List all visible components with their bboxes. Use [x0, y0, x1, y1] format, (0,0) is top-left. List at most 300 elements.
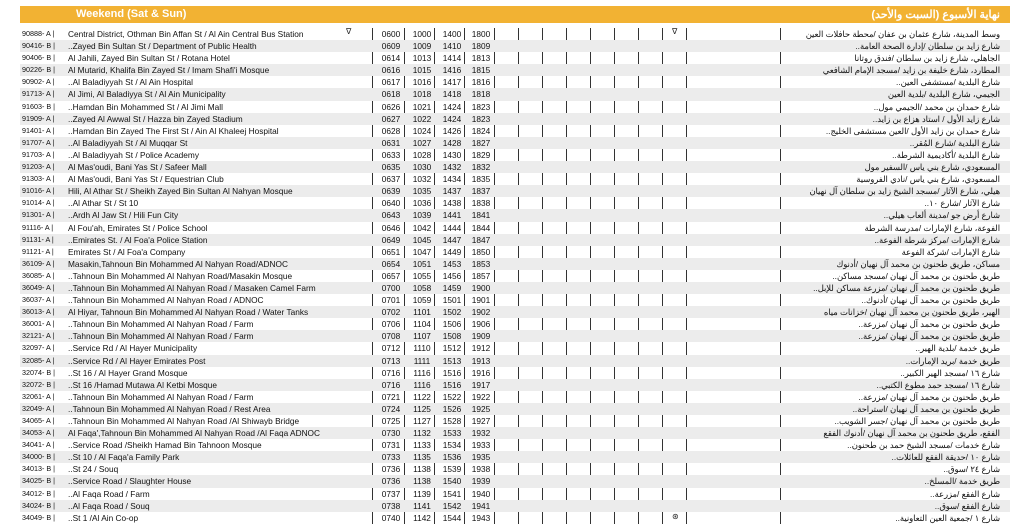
departure-time: 1444 [442, 222, 462, 233]
stop-code: 91713- A | [22, 89, 55, 99]
start-marker-icon: ∇ [346, 27, 352, 36]
departure-time: 1829 [471, 149, 491, 160]
table-row [20, 403, 1010, 415]
stop-name-en: ..Tahnoun Bin Mohammed Al Nahyan Road /Al Shiwayb Bridge [68, 416, 300, 426]
departure-time: 1916 [471, 367, 491, 378]
stop-name-en: Al Hiyar, Tahnoun Bin Mohammed Al Nahyan Road / Water Tanks [68, 307, 309, 318]
departure-time: 0738 [381, 500, 401, 511]
stop-name-ar: وسط المدينة، شارع عثمان بن عفان /محطة حافلات العين [805, 29, 1000, 39]
departure-time: 1536 [442, 452, 462, 463]
departure-time: 0633 [381, 149, 401, 160]
stop-name-en: Al Jimi, Al Baladiyya St / Al Ain Municipality [68, 89, 226, 100]
table-row [20, 355, 1010, 367]
table-row [20, 427, 1010, 439]
departure-time: 1410 [442, 41, 462, 52]
departure-time: 1042 [412, 222, 432, 233]
departure-time: 1516 [442, 367, 462, 378]
stop-code: 90226- B | [22, 65, 56, 75]
stop-code: 34065- A | [22, 416, 55, 425]
stop-code: 91301- A | [22, 210, 55, 220]
departure-time: 1816 [471, 77, 491, 88]
stop-name-ar: الجاهلي، شارع زايد بن سلطان /فندق روتانا [854, 53, 1000, 64]
departure-time: 1909 [471, 331, 491, 342]
table-row [20, 137, 1010, 149]
stop-name-ar: طريق طحنون بن محمد آل نهيان /استراحة.. [852, 403, 1000, 414]
departure-time: 1516 [442, 379, 462, 390]
departure-time: 1526 [442, 403, 462, 414]
departure-time: 1430 [442, 149, 462, 160]
stop-name-en: ..Hamdan Bin Zayed The First St / Ain Al Khaleej Hospital [68, 125, 279, 136]
stop-code: 36085- A | [22, 270, 55, 280]
departure-time: 1901 [471, 295, 491, 306]
stop-name-en: Al Fou'ah, Emirates St / Police School [68, 222, 208, 233]
departure-time: 1935 [471, 452, 491, 463]
stop-code: 91707- A | [22, 137, 55, 147]
departure-time: 1035 [412, 186, 432, 197]
stop-code: 36013- A | [22, 307, 55, 317]
departure-time: 1502 [442, 307, 462, 318]
stop-name-ar: طريق طحنون بن محمد آل نهيان /مسجد مساكن.. [832, 270, 1000, 281]
stop-name-ar: شارع البلدية /مستشفى العين.. [896, 77, 1000, 88]
departure-time: 1107 [413, 331, 431, 342]
departure-time: 1823 [471, 113, 491, 124]
table-row [20, 270, 1010, 282]
departure-time: 1022 [412, 113, 432, 124]
stop-code: 34025- B | [22, 476, 56, 486]
table-row [20, 28, 1010, 40]
departure-time: 1542 [442, 500, 462, 511]
stop-code: 32049- A | [22, 403, 55, 413]
departure-time: 0712 [381, 343, 401, 354]
departure-time: 1111 [413, 355, 431, 366]
stop-name-ar: شارع ١٦ /مسجد حمد مطوع الكتبي.. [876, 379, 1000, 390]
stop-code: 34013- B | [22, 464, 56, 474]
departure-time: 1122 [413, 391, 431, 402]
stop-name-en: ..Tahnoun Bin Mohammed Al Nahyan Road / Farm [68, 391, 254, 402]
departure-time: 0609 [381, 41, 401, 52]
stop-name-ar: شارع الإمارات /شركة الفوعة [901, 246, 1000, 257]
departure-time: 1838 [471, 198, 491, 209]
stop-name-en: ..Service Rd / Al Hayer Emirates Post [68, 355, 206, 366]
table-row [20, 161, 1010, 173]
departure-time: 1534 [442, 440, 462, 451]
departure-time: 0600 [381, 29, 401, 39]
stop-name-ar: الفوعة، شارع الإمارات /مدرسة الشرطة [864, 222, 1000, 233]
departure-time: 0616 [381, 65, 401, 76]
stop-name-en: Masakin,Tahnoun Bin Mohammed Al Nahyan Road/ADNOC [68, 258, 288, 269]
departure-time: 0736 [381, 476, 401, 487]
departure-time: 1125 [413, 403, 431, 414]
table-row [20, 282, 1010, 294]
departure-time: 1453 [442, 258, 462, 269]
departure-time: 1418 [442, 89, 462, 100]
departure-time: 1434 [442, 174, 462, 185]
departure-time: 0651 [381, 246, 401, 257]
stop-name-ar: طريق طحنون بن محمد آل نهيان /مزرعة مساكن للإبل.. [813, 282, 1000, 293]
departure-time: 1827 [471, 137, 491, 148]
departure-time: 1841 [471, 210, 491, 221]
departure-time: 0702 [381, 307, 401, 318]
departure-time: 1045 [412, 234, 432, 245]
departure-time: 0640 [381, 198, 401, 209]
departure-time: 1512 [442, 343, 462, 354]
departure-time: 1528 [442, 416, 462, 426]
departure-time: 1138 [413, 464, 431, 475]
table-row [20, 40, 1010, 52]
stop-name-ar: طريق خدمة /المسلخ.. [924, 476, 1000, 487]
stop-name-ar: شارع زايد بن سلطان /إدارة الصحة العامة.. [855, 41, 1000, 52]
stop-code: 91121- A | [22, 246, 54, 256]
departure-time: 1818 [471, 89, 491, 100]
departure-time: 1522 [442, 391, 462, 402]
stop-code: 36037- A | [22, 295, 55, 305]
stop-name-en: Al Faqa',Tahnoun Bin Mohammed Al Nahyan Road /Al Faqa ADNOC [68, 428, 321, 439]
table-row [20, 88, 1010, 100]
stop-name-ar: شارع الآثار /شارع ١٠.. [924, 198, 1000, 209]
table-row [20, 246, 1010, 258]
departure-time: 1857 [471, 270, 491, 281]
departure-time: 1055 [412, 270, 432, 281]
stop-name-en: ..Tahnoun Bin Mohammed Al Nahyan Road/Masakin Mosque [68, 270, 293, 281]
stop-name-en: ..Hamdan Bin Mohammed St / Al Jimi Mall [68, 101, 223, 112]
stop-name-ar: شارع الفقع /مزرعة.. [929, 488, 1000, 499]
departure-time: 1449 [442, 246, 462, 257]
stop-name-ar: شارع الإمارات /مركز شرطة الفوعة.. [874, 234, 1000, 245]
stop-name-ar: طريق خدمة /بريد الإمارات.. [905, 355, 1000, 366]
table-row [20, 185, 1010, 197]
table-row [20, 512, 1010, 524]
departure-time: 1847 [471, 234, 491, 245]
departure-time: 1426 [442, 125, 462, 136]
departure-time: 0614 [381, 53, 401, 64]
departure-time: 1132 [413, 428, 431, 439]
stop-name-en: ..Al Baladiyyah St / Al Ain Hospital [68, 77, 193, 88]
stop-code: 90406- B | [22, 53, 56, 63]
stop-name-ar: طريق خدمة /بلدية الهير.. [915, 343, 1000, 354]
table-row [20, 500, 1010, 512]
departure-time: 1116 [413, 367, 431, 378]
stop-name-ar: الفقع، طريق طحنون بن محمد آل نهيان /أدنوك الفقع [823, 428, 1000, 439]
stop-name-ar: المطارد، شارع خليفة بن زايد /مسجد الإمام الشافعي [822, 65, 1000, 76]
stop-name-en: ..Al Faqa Road / Farm [68, 488, 150, 499]
departure-time: 1138 [413, 476, 431, 487]
stop-code: 91203- A | [22, 162, 55, 172]
departure-time: 1508 [442, 331, 462, 342]
stop-name-en: ..Tahnoun Bin Mohammed Al Nahyan Road / Masaken Camel Farm [68, 282, 316, 293]
table-row [20, 197, 1010, 209]
header-title-ar: نهاية الأسبوع (السبت والأحد) [871, 9, 1000, 21]
start-marker-icon: ∇ [672, 27, 678, 36]
stop-name-ar: طريق طحنون بن محمد آل نهيان /أدنوك.. [861, 295, 1000, 306]
stop-code: 90888- A | [22, 29, 55, 38]
stop-name-ar: شارع البلدية /شارع المُقر.. [909, 137, 1000, 148]
stop-name-ar: شارع زايد الأول / استاد هزاع بن زايد.. [872, 113, 1000, 124]
departure-time: 1101 [413, 307, 431, 318]
stop-name-en: Central District, Othman Bin Affan St / Al Ain Central Bus Station [68, 29, 304, 39]
stop-name-en: Emirates St / Al Foa'a Company [68, 246, 186, 257]
stop-code: 34049- B | [22, 512, 56, 522]
table-row [20, 367, 1010, 379]
stop-code: 91909- A | [22, 113, 55, 123]
departure-time: 1917 [471, 379, 491, 390]
departure-time: 1513 [442, 355, 462, 366]
table-row [20, 463, 1010, 475]
stop-name-ar: شارع ١ /جمعية العين التعاونية.. [895, 512, 1000, 523]
departure-time: 0617 [381, 77, 401, 88]
departure-time: 1438 [442, 198, 462, 209]
stop-name-en: ..Zayed Al Awwal St / Hazza bin Zayed Stadium [68, 113, 243, 124]
departure-time: 1835 [471, 174, 491, 185]
departure-time: 1939 [471, 476, 491, 487]
departure-time: 0730 [381, 428, 401, 439]
departure-time: 1943 [471, 512, 491, 523]
departure-time: 1459 [442, 282, 462, 293]
departure-time: 1000 [412, 29, 432, 39]
departure-time: 1051 [412, 258, 432, 269]
table-row [20, 173, 1010, 185]
end-marker-icon: ⊛ [672, 512, 679, 521]
table-row [20, 52, 1010, 64]
stop-name-en: Al Mas'oudi, Bani Yas St / Safeer Mall [68, 162, 207, 173]
departure-time: 0618 [381, 89, 401, 100]
stop-name-ar: طريق طحنون بن محمد آل نهيان /جسر الشويب.. [834, 416, 1000, 426]
departure-time: 0700 [381, 282, 401, 293]
departure-time: 1018 [412, 89, 432, 100]
stop-code: 32097- A | [22, 343, 55, 353]
stop-code: 91603- B | [22, 101, 56, 111]
departure-time: 1039 [412, 210, 432, 221]
departure-time: 0708 [381, 331, 401, 342]
table-row [20, 64, 1010, 76]
stop-code: 34053- A | [22, 428, 55, 438]
stop-code: 91016- A | [22, 186, 55, 196]
stop-name-en: ..Service Road / Slaughter House [68, 476, 192, 487]
departure-time: 0716 [381, 379, 401, 390]
departure-time: 0628 [381, 125, 401, 136]
table-row [20, 76, 1010, 88]
departure-time: 1417 [442, 77, 462, 88]
departure-time: 1540 [442, 476, 462, 487]
stop-name-ar: شارع الفقع /سوق.. [934, 500, 1000, 511]
departure-time: 1938 [471, 464, 491, 475]
departure-time: 0639 [381, 186, 401, 197]
stop-name-ar: شارع ١٦ /مسجد الهير الكبير.. [900, 367, 1000, 378]
stop-name-ar: الهير، طريق طحنون بن محمد آل نهيان /خزانات مياه [823, 307, 1000, 318]
stop-code: 34041- A | [22, 440, 55, 450]
stop-code: 36109- A | [22, 258, 55, 268]
departure-time: 1032 [412, 174, 432, 185]
departure-time: 1133 [413, 440, 431, 451]
departure-time: 1047 [412, 246, 432, 257]
stop-code: 91703- A | [22, 149, 55, 159]
table-row [20, 294, 1010, 306]
departure-time: 1506 [442, 319, 462, 330]
departure-time: 0701 [381, 295, 401, 306]
stop-code: 91131- A | [22, 234, 54, 244]
table-row [20, 222, 1010, 234]
stop-name-en: Al Jahili, Zayed Bin Sultan St / Rotana Hotel [68, 53, 230, 64]
departure-time: 1027 [412, 137, 432, 148]
stop-name-en: Al Mutarid, Khalifa Bin Zayed St / Imam Shafi'i Mosque [68, 65, 270, 76]
departure-time: 1539 [442, 464, 462, 475]
stop-name-en: ..St 16 /Hamad Mutawa Al Ketbi Mosque [68, 379, 217, 390]
stop-name-en: ..Tahnoun Bin Mohammed Al Nahyan Road / Rest Area [68, 403, 271, 414]
departure-time: 0733 [381, 452, 401, 463]
departure-time: 1104 [413, 319, 431, 330]
departure-time: 1824 [471, 125, 491, 136]
departure-time: 1441 [442, 210, 462, 221]
departure-time: 1028 [412, 149, 432, 160]
table-row [20, 391, 1010, 403]
stop-code: 32074- B | [22, 367, 56, 377]
departure-time: 1544 [442, 512, 462, 523]
departure-time: 1932 [471, 428, 491, 439]
stop-name-en: ..Tahnoun Bin Mohammed Al Nahyan Road / ADNOC [68, 295, 264, 306]
stop-name-en: ..St 10 / Al Faqa'a Family Park [68, 452, 180, 463]
stop-name-ar: طريق طحنون بن محمد آل نهيان /مزرعة.. [858, 319, 1000, 330]
departure-time: 1541 [442, 488, 462, 499]
stop-name-en: Hili, Al Athar St / Sheikh Zayed Bin Sultan Al Nahyan Mosque [68, 186, 293, 197]
table-row [20, 488, 1010, 500]
stop-name-ar: شارع ٢٤ /سوق.. [943, 464, 1000, 475]
departure-time: 1416 [442, 65, 462, 76]
table-row [20, 258, 1010, 270]
departure-time: 1853 [471, 258, 491, 269]
departure-time: 1013 [412, 53, 432, 64]
departure-time: 0657 [381, 270, 401, 281]
stop-name-en: ..Al Faqa Road / Souq [68, 500, 150, 511]
stop-code: 32061- A | [22, 391, 55, 401]
header-title-en: Weekend (Sat & Sun) [76, 8, 187, 20]
stop-name-en: ..Service Rd / Al Hayer Municipality [68, 343, 198, 354]
departure-time: 1447 [442, 234, 462, 245]
stop-code: 91014- A | [22, 198, 55, 208]
departure-time: 0649 [381, 234, 401, 245]
table-row [20, 379, 1010, 391]
departure-time: 1116 [413, 379, 431, 390]
departure-time: 1940 [471, 488, 491, 499]
departure-time: 1400 [442, 29, 462, 39]
stop-name-en: ..Emirates St. / Al Foa'a Police Station [68, 234, 208, 245]
timetable [20, 6, 1010, 524]
departure-time: 0643 [381, 210, 401, 221]
table-row [20, 330, 1010, 342]
departure-time: 0737 [381, 488, 401, 499]
departure-time: 1437 [442, 186, 462, 197]
departure-time: 1906 [471, 319, 491, 330]
departure-time: 1135 [413, 452, 431, 463]
departure-time: 1925 [471, 403, 491, 414]
departure-time: 1009 [412, 41, 432, 52]
departure-time: 1832 [471, 162, 491, 173]
table-row [20, 415, 1010, 427]
departure-time: 1036 [412, 198, 432, 209]
table-row [20, 439, 1010, 451]
stop-name-en: ..St 16 / Al Hayer Grand Mosque [68, 367, 188, 378]
stop-code: 90902- A | [22, 77, 55, 87]
stop-name-ar: المسعودي، شارع بني ياس /نادي الفروسية [856, 174, 1000, 185]
stop-name-ar: شارع ١٠ /حديقة الفقع للعائلات.. [891, 452, 1000, 463]
stop-name-ar: المسعودي، شارع بني ياس /السفير مول [864, 162, 1000, 173]
stop-name-en: ..St 1 /Al Ain Co-op [68, 512, 139, 523]
stop-code: 91116- A | [22, 222, 54, 232]
table-row [20, 451, 1010, 463]
departure-time: 1058 [412, 282, 432, 293]
departure-time: 1030 [412, 162, 432, 173]
departure-time: 1414 [442, 53, 462, 64]
table-row [20, 149, 1010, 161]
departure-time: 0724 [381, 403, 401, 414]
departure-time: 1501 [442, 295, 462, 306]
stop-name-ar: شارع حمدان بن زايد الأول /العين مستشفى الخليج.. [825, 125, 1000, 136]
departure-time: 1015 [412, 65, 432, 76]
stop-code: 91303- A | [22, 174, 55, 184]
departure-time: 1902 [471, 307, 491, 318]
stop-code: 34000- B | [22, 452, 56, 462]
stop-name-en: ..Service Road /Sheikh Hamad Bin Tahnoon Mosque [68, 440, 262, 451]
stop-name-en: Al Mas'oudi, Bani Yas St / Equestrian Club [68, 174, 224, 185]
stop-name-en: ..Tahnoun Bin Mohammed Al Nahyan Road / Farm [68, 331, 254, 342]
stop-code: 32121- A | [22, 331, 55, 341]
departure-time: 1800 [471, 29, 491, 39]
departure-time: 0731 [381, 440, 401, 451]
departure-time: 1016 [412, 77, 432, 88]
departure-time: 1432 [442, 162, 462, 173]
departure-time: 0626 [381, 101, 401, 112]
table-row [20, 342, 1010, 354]
stop-name-ar: مساكن، طريق طحنون بن محمد آل نهيان /أدنوك [836, 258, 1000, 269]
stop-name-ar: شارع أرض جو /مدينة ألعاب هيلي.. [883, 210, 1000, 221]
departure-time: 1815 [471, 65, 491, 76]
departure-time: 0716 [381, 367, 401, 378]
departure-time: 1837 [471, 186, 491, 197]
stop-name-ar: شارع حمدان بن محمد /الجيمي مول.. [873, 101, 1000, 112]
stop-name-ar: الجيمي، شارع البلدية /بلدية العين [887, 89, 1000, 100]
departure-time: 1922 [471, 391, 491, 402]
departure-time: 1813 [471, 53, 491, 64]
departure-time: 0713 [381, 355, 401, 366]
stop-name-ar: طريق طحنون بن محمد آل نهيان /مزرعة.. [858, 391, 1000, 402]
table-row [20, 125, 1010, 137]
departure-time: 0635 [381, 162, 401, 173]
table-row [20, 475, 1010, 487]
stop-name-ar: شارع خدمات /مسجد الشيخ حمد بن طحنون.. [847, 440, 1000, 451]
departure-time: 1424 [442, 113, 462, 124]
departure-time: 1941 [471, 500, 491, 511]
stop-code: 90416- B | [22, 41, 56, 51]
stop-code: 32072- B | [22, 379, 56, 389]
departure-time: 0646 [381, 222, 401, 233]
stop-name-en: ..Al Baladiyyah St / Police Academy [68, 149, 199, 160]
stop-code: 34012- B | [22, 488, 56, 498]
departure-time: 0654 [381, 258, 401, 269]
table-row [20, 318, 1010, 330]
stop-code: 91401- A | [22, 125, 55, 135]
stop-name-ar: طريق طحنون بن محمد آل نهيان /مزرعة.. [858, 331, 1000, 342]
table-row [20, 234, 1010, 246]
departure-time: 1141 [413, 500, 431, 511]
departure-time: 1059 [412, 295, 432, 306]
departure-time: 1428 [442, 137, 462, 148]
departure-time: 0631 [381, 137, 401, 148]
weekend-header-bar [20, 6, 1010, 23]
departure-time: 0725 [381, 416, 401, 426]
departure-time: 1809 [471, 41, 491, 52]
stop-code: 36001- A | [22, 319, 55, 329]
departure-time: 1456 [442, 270, 462, 281]
table-row [20, 101, 1010, 113]
departure-time: 1927 [471, 416, 491, 426]
